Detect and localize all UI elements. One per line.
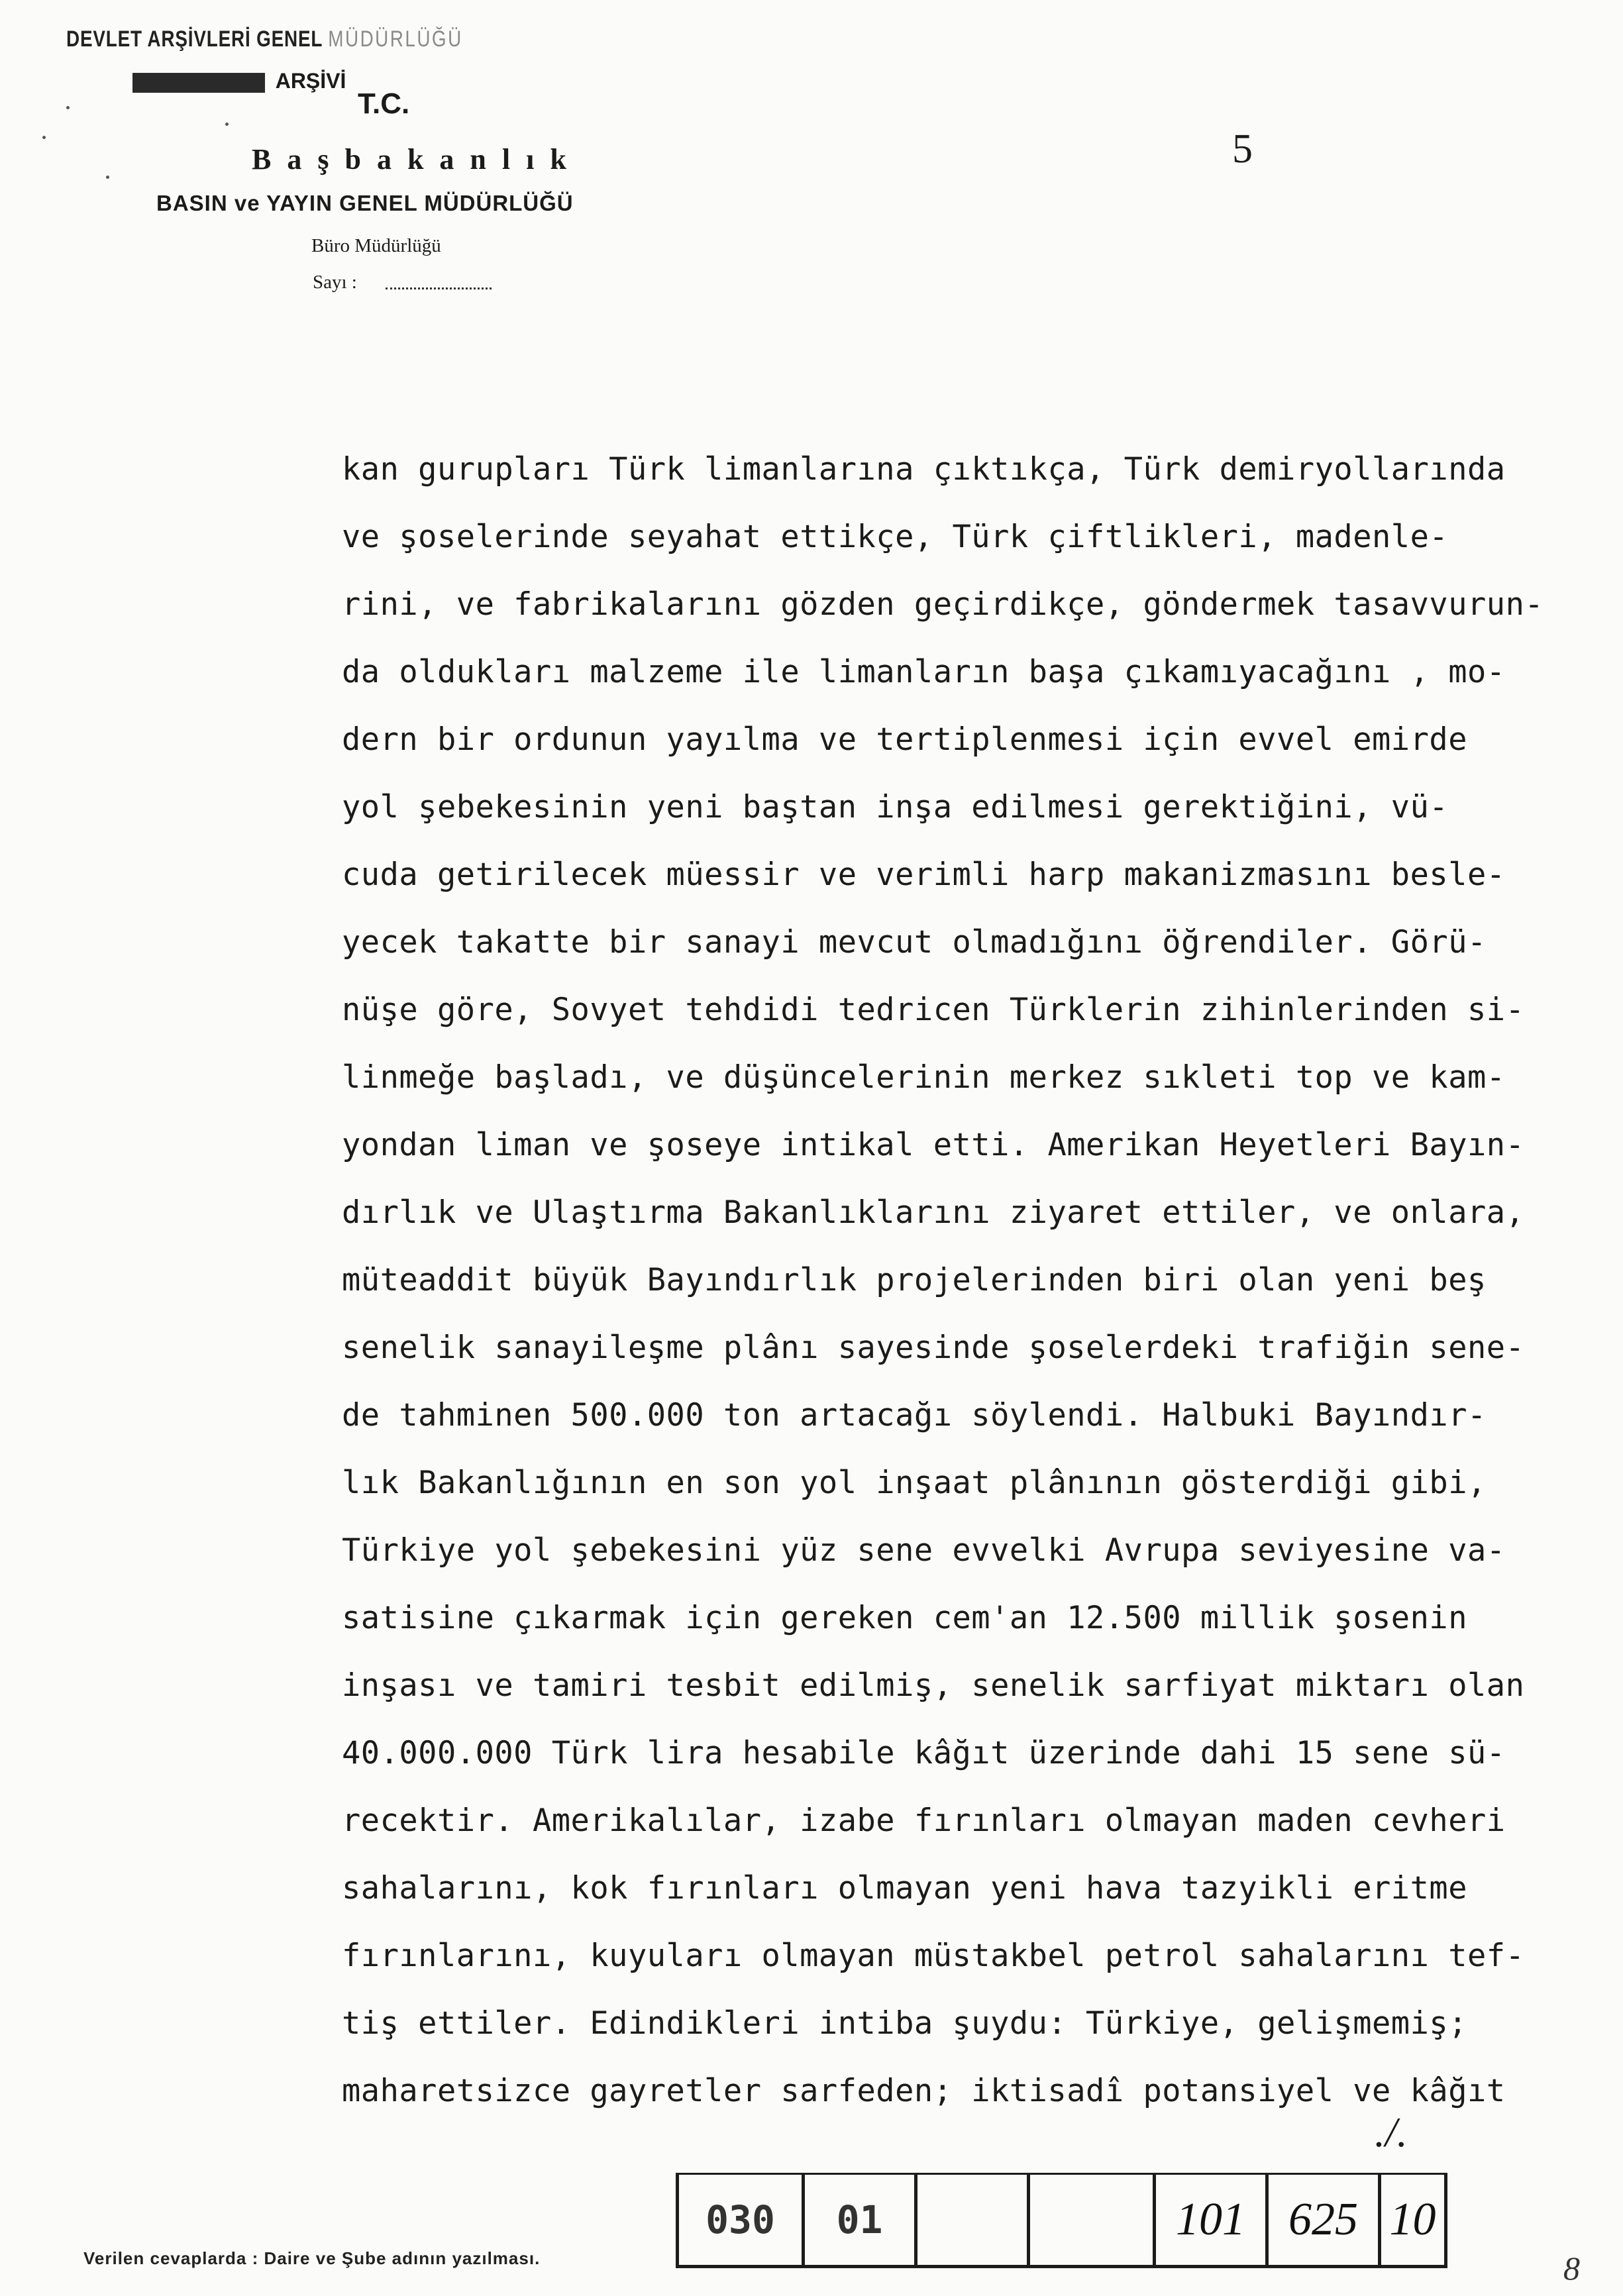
continuation-mark: ./. (1375, 2109, 1408, 2156)
stamp-redaction-block (132, 73, 265, 93)
body-line: senelik sanayileşme plânı sayesinde şoselerdeki trafiğin sene- (342, 1330, 1525, 1366)
reference-box-item: 10 (1381, 2175, 1447, 2265)
body-line: de tahminen 500.000 ton artacağı söylendi. Halbuki Bayındır- (342, 1397, 1487, 1434)
body-line: fırınlarını, kuyuları olmayan müstakbel petrol sahalarını tef- (342, 1938, 1525, 1974)
body-line: yondan liman ve şoseye intikal etti. Amerikan Heyetleri Bayın- (342, 1127, 1525, 1163)
body-line: nüşe göre, Sovyet tehdidi tedricen Türklerin zihinlerinden si- (342, 992, 1525, 1028)
body-line: lık Bakanlığının en son yol inşaat plânının gösterdiği gibi, (342, 1465, 1487, 1501)
body-line: linmeğe başladı, ve düşüncelerinin merkez sıkleti top ve kam- (342, 1059, 1506, 1096)
archive-stamp-text: DEVLET ARŞİVLERİ GENEL (66, 26, 323, 52)
body-line: Türkiye yol şebekesini yüz sene evvelki Avrupa seviyesine va- (342, 1532, 1506, 1569)
reference-box-folder: 101 (1156, 2175, 1269, 2265)
body-line: yol şebekesinin yeni baştan inşa edilmesi gerektiğini, vü- (342, 789, 1449, 825)
body-line: 40.000.000 Türk lira hesabile kâğıt üzerinde dahi 15 sene sü- (342, 1735, 1506, 1771)
body-line: satisine çıkarmak için gereken cem'an 12.500 millik şosenin (342, 1600, 1467, 1636)
body-line: rini, ve fabrikalarını gözden geçirdikçe, göndermek tasavvurun- (342, 586, 1544, 623)
letterhead-ministry: Başbakanlık (252, 143, 582, 176)
letterhead-sayi-label: Sayı : (313, 272, 357, 293)
letterhead-tc: T.C. (358, 87, 410, 120)
body-line: cuda getirilecek müessir ve verimli harp makanizmasını besle- (342, 857, 1506, 893)
body-line: ve şoselerinde seyahat ettikçe, Türk çiftlikleri, madenle- (342, 519, 1449, 555)
scan-speck (225, 123, 229, 126)
scan-speck (106, 176, 109, 179)
document-body (342, 436, 1544, 2125)
archive-stamp-line2 (132, 69, 346, 93)
body-line: tiş ettiler. Edindikleri intiba şuydu: Türkiye, gelişmemiş; (342, 2005, 1467, 2042)
corner-handwritten-mark: 8 (1563, 2250, 1580, 2287)
body-line: müteaddit büyük Bayındırlık projelerinden biri olan yeni beş (342, 1262, 1487, 1298)
archive-reference-boxes (676, 2173, 1447, 2268)
letterhead-office: Büro Müdürlüğü (311, 235, 441, 256)
body-line: sahalarını, kok fırınları olmayan yeni hava tazyikli eritme (342, 1870, 1467, 1906)
scan-speck (66, 106, 70, 109)
scan-speck (42, 136, 46, 139)
archive-stamp-faint-text: MÜDÜRLÜĞÜ (328, 26, 463, 52)
reference-box-series: 01 (805, 2175, 917, 2265)
archive-stamp-arsivi: ARŞİVİ (275, 69, 346, 93)
archive-stamp-line1 (66, 26, 463, 52)
body-line: kan gurupları Türk limanlarına çıktıkça, Türk demiryollarında (342, 451, 1506, 488)
page-number: 5 (1232, 127, 1253, 172)
body-line: da oldukları malzeme ile limanların başa çıkamıyacağını , mo- (342, 654, 1506, 690)
body-line: recektir. Amerikalılar, izabe fırınları olmayan maden cevheri (342, 1802, 1506, 1839)
footer-note: Verilen cevaplarda : Daire ve Şube adının yazılması. (83, 2248, 541, 2268)
reference-box-empty (1030, 2175, 1156, 2265)
reference-box-empty (917, 2175, 1030, 2265)
reference-box-fond: 030 (679, 2175, 805, 2265)
body-line: yecek takatte bir sanayi mevcut olmadığını öğrendiler. Görü- (342, 924, 1487, 961)
body-line: maharetsizce gayretler sarfeden; iktisadî potansiyel ve kâğıt (342, 2073, 1506, 2109)
sayi-dotted-line (386, 287, 492, 289)
body-line: inşası ve tamiri tesbit edilmiş, senelik sarfiyat miktarı olan (342, 1667, 1525, 1704)
body-line: dırlık ve Ulaştırma Bakanlıklarını ziyaret ettiler, ve onlara, (342, 1194, 1525, 1231)
reference-box-file: 625 (1269, 2175, 1381, 2265)
body-line: dern bir ordunun yayılma ve tertiplenmesi için evvel emirde (342, 721, 1467, 758)
letterhead-directorate: BASIN ve YAYIN GENEL MÜDÜRLÜĞÜ (156, 191, 574, 215)
